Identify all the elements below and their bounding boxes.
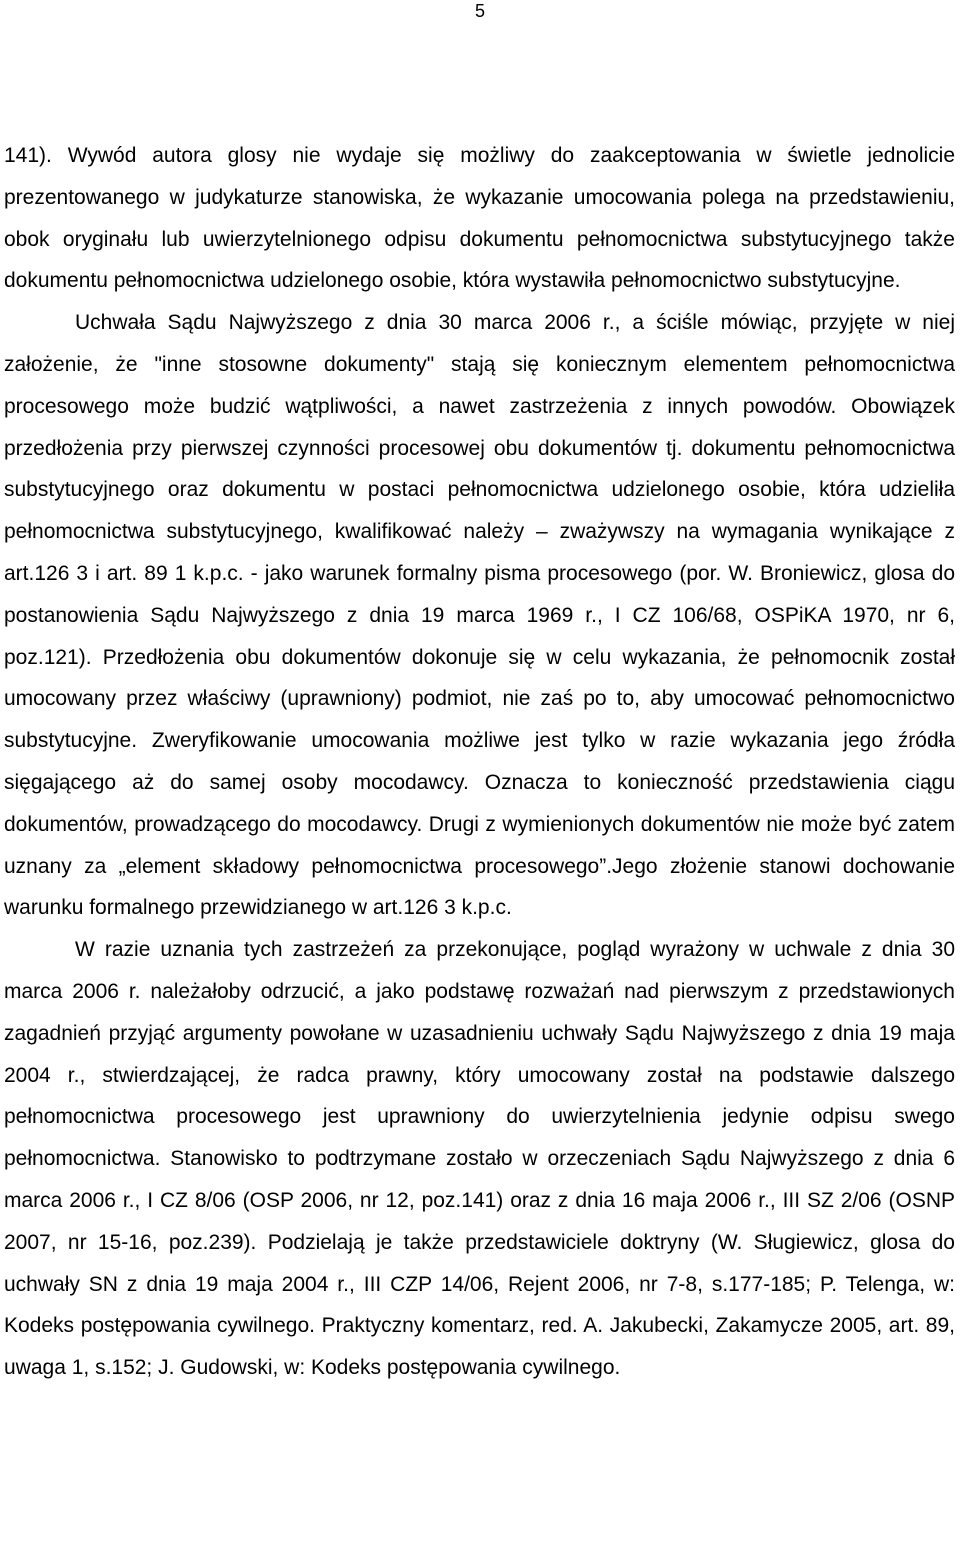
paragraph-3: W razie uznania tych zastrzeżeń za przekonujące, pogląd wyrażony w uchwale z dnia 30 marca 2006 r. należałoby odrzucić, a jako podstawę rozważań nad pierwszym z przedstawionych zagadnień przyjąć argumenty powołane w uzasadnieniu uchwały Sądu Najwyższego z dnia 19 maja 2004 r., stwierdzającej, że radca prawny, który umocowany został na podstawie dalszego pełnomocnictwa procesowego jest uprawniony do uwierzytelnienia jedynie odpisu swego pełnomocnictwa. Stanowisko to podtrzymane zostało w orzeczeniach Sądu Najwyższego z dnia 6 marca 2006 r., I CZ 8/06 (OSP 2006, nr 12, poz.141) oraz z dnia 16 maja 2006 r., III SZ 2/06 (OSNP 2007, nr 15-16, poz.239). Podzielają je także przedstawiciele doktryny (W. Sługiewicz, glosa do uchwały SN z dnia 19 maja 2004 r., III CZP 14/06, Rejent 2006, nr 7-8, s.177-185; P. Telenga, w: Kodeks postępowania cywilnego. Praktyczny komentarz, red. A. Jakubecki, Zakamycze 2005, art. 89, uwaga 1, s.152; J. Gudowski, w: Kodeks postępowania cywilnego. [4, 938, 955, 1380]
paragraph-1: 141). Wywód autora glosy nie wydaje się możliwy do zaakceptowania w świetle jednolicie prezentowanego w judykaturze stanowiska, że wykazanie umocowania polega na przedstawieniu, obok oryginału lub uwierzytelnionego odpisu dokumentu pełnomocnictwa substytucyjnego także dokumentu pełnomocnictwa udzielonego osobie, która wystawiła pełnomocnictwo substytucyjne. [4, 144, 955, 293]
page-number: 5 [474, 1, 485, 21]
document-body [4, 135, 955, 1389]
paragraph-2: Uchwała Sądu Najwyższego z dnia 30 marca 2006 r., a ściśle mówiąc, przyjęte w niej założenie, że "inne stosowne dokumenty" stają się koniecznym elementem pełnomocnictwa procesowego może budzić wątpliwości, a nawet zastrzeżenia z innych powodów. Obowiązek przedłożenia przy pierwszej czynności procesowej obu dokumentów tj. dokumentu pełnomocnictwa substytucyjnego oraz dokumentu w postaci pełnomocnictwa udzielonego osobie, która udzieliła pełnomocnictwa substytucyjnego, kwalifikować należy – zważywszy na wymagania wynikające z art.126 3 i art. 89 1 k.p.c. - jako warunek formalny pisma procesowego (por. W. Broniewicz, glosa do postanowienia Sądu Najwyższego z dnia 19 marca 1969 r., I CZ 106/68, OSPiKA 1970, nr 6, poz.121). Przedłożenia obu dokumentów dokonuje się w celu wykazania, że pełnomocnik został umocowany przez właściwy (uprawniony) podmiot, nie zaś po to, aby umocować pełnomocnictwo substytucyjne. Zweryfikowanie umocowania możliwe jest tylko w razie wykazania jego źródła sięgającego aż do samej osoby mocodawcy. Oznacza to konieczność przedstawienia ciągu dokumentów, prowadzącego do mocodawcy. Drugi z wymienionych dokumentów nie może być zatem uznany za „element składowy pełnomocnictwa procesowego”.Jego złożenie stanowi dochowanie warunku formalnego przewidzianego w art.126 3 k.p.c. [4, 311, 955, 920]
